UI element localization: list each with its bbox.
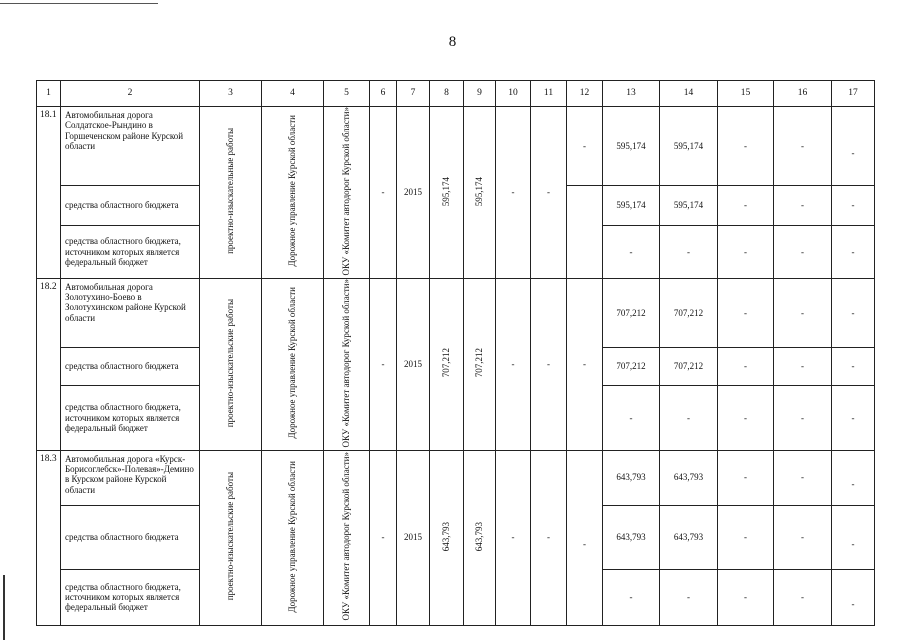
col9-cell [464,278,496,450]
item-number: 18.3 [37,450,61,625]
dash-mark: - [851,147,855,158]
col13-value: 595,174 [603,107,660,186]
customer-cell [262,278,324,450]
dash-mark: - [851,598,855,609]
col8-value: 643,793 [441,521,452,552]
col16-value: - [774,386,832,450]
table-row [37,278,875,347]
executor: ОКУ «Комитет автодорог Курской области» [341,452,352,621]
col16-value: - [774,278,832,347]
table-row [37,450,875,505]
col8-value: 595,174 [441,176,452,206]
funding-label: средства областного бюджета [61,505,200,569]
dash-mark: - [851,479,855,490]
customer-cell [262,450,324,625]
funding-label: средства областного бюджета [61,186,200,226]
item-number: 18.1 [37,107,61,279]
col16-value: - [774,186,832,226]
col12-value: - [567,107,603,186]
col14-value: 707,212 [660,278,718,347]
col-header: 17 [832,81,875,107]
col17-value: - [832,347,875,386]
col-header: 9 [464,81,496,107]
col11-value: - [531,107,567,279]
col14-value: 595,174 [660,186,718,226]
col17-value [832,107,875,186]
col9-value: 643,793 [474,521,485,552]
table-row [37,107,875,186]
funding-label: средства областного бюджета, источником которых является федеральный бюджет [61,225,200,278]
year-value: 2015 [397,107,430,279]
col14-value: - [660,225,718,278]
col17-value [832,569,875,625]
col13-value: - [603,386,660,450]
col13-value: 595,174 [603,186,660,226]
col9-cell [464,107,496,279]
col15-value: - [718,107,774,186]
col9-cell [464,450,496,625]
road-title: Автомобильная дорога Солдатское-Рындино в Горшеченском районе Курской области [61,107,200,186]
work-type-cell [200,278,262,450]
col15-value: - [718,186,774,226]
dash-mark: - [851,538,855,549]
dash-mark: - [583,539,586,550]
col14-value: 643,793 [660,505,718,569]
executor-cell [324,450,370,625]
col15-value: - [718,569,774,625]
executor-cell [324,107,370,279]
col-header: 14 [660,81,718,107]
col-header: 4 [262,81,324,107]
col8-cell [430,278,464,450]
col10-value: - [496,107,531,279]
work-type: проектно-изыскательные работы [225,128,236,255]
col15-value: - [718,386,774,450]
funding-label: средства областного бюджета, источником которых является федеральный бюджет [61,569,200,625]
col-header: 10 [496,81,531,107]
col-header: 3 [200,81,262,107]
project-table [36,80,875,626]
col16-value: - [774,107,832,186]
col9-value: 595,174 [474,176,485,206]
col6-value: - [370,450,397,625]
col11-value: - [531,450,567,625]
col16-value: - [774,505,832,569]
col-header: 11 [531,81,567,107]
col10-value: - [496,278,531,450]
funding-label: средства областного бюджета [61,347,200,386]
col-header: 16 [774,81,832,107]
col16-value: - [774,450,832,505]
col-header: 1 [37,81,61,107]
col14-value: 707,212 [660,347,718,386]
customer: Дорожное управление Курской области [287,287,298,439]
work-type-cell [200,107,262,279]
col14-value: - [660,386,718,450]
col9-value: 707,212 [474,348,485,378]
executor-cell [324,278,370,450]
col-header: 8 [430,81,464,107]
work-type-cell [200,450,262,625]
work-type: проектно-изыскательские работы [225,472,236,601]
col8-cell [430,107,464,279]
col-header: 12 [567,81,603,107]
col17-value: - [832,386,875,450]
col17-value: - [832,278,875,347]
col12-value: - [567,278,603,450]
col12-empty [567,186,603,279]
col13-value: 643,793 [603,505,660,569]
left-margin-mark [3,575,5,640]
col-header: 5 [324,81,370,107]
col8-cell [430,450,464,625]
year-value: 2015 [397,450,430,625]
header-row [37,81,875,107]
col13-value: - [603,225,660,278]
col12-value [567,450,603,625]
col-header: 13 [603,81,660,107]
col15-value: - [718,278,774,347]
col-header: 7 [397,81,430,107]
col14-value: 643,793 [660,450,718,505]
item-number: 18.2 [37,278,61,450]
col-header: 6 [370,81,397,107]
work-type: проектно-изыскательские работы [225,298,236,428]
funding-label: средства областного бюджета, источником которых является федеральный бюджет [61,386,200,450]
col17-value [832,450,875,505]
col16-value: - [774,569,832,625]
col17-value: - [832,225,875,278]
col11-value: - [531,278,567,450]
col15-value: - [718,347,774,386]
col13-value: 707,212 [603,347,660,386]
top-rule [0,3,158,4]
col6-value: - [370,107,397,279]
executor: ОКУ «Комитет автодорог Курской области» [341,107,352,276]
col13-value: 643,793 [603,450,660,505]
col17-value [832,505,875,569]
col15-value: - [718,225,774,278]
col13-value: 707,212 [603,278,660,347]
col15-value: - [718,505,774,569]
col-header: 15 [718,81,774,107]
page-number: 8 [448,34,457,50]
col-header: 2 [61,81,200,107]
road-title: Автомобильная дорога Золотухино-Боево в Золотухинском районе Курской области [61,278,200,347]
customer: Дорожное управление Курской области [287,460,298,613]
col6-value: - [370,278,397,450]
col15-value: - [718,450,774,505]
col17-value: - [832,186,875,226]
col13-value: - [603,569,660,625]
customer-cell [262,107,324,279]
col16-value: - [774,347,832,386]
col10-value: - [496,450,531,625]
customer: Дорожное управление Курской области [287,115,298,267]
executor: ОКУ «Комитет автодорог Курской области» [341,278,352,448]
col14-value: - [660,569,718,625]
col16-value: - [774,225,832,278]
col14-value: 595,174 [660,107,718,186]
road-title: Автомобильная дорога «Курск-Борисоглебск»-Полевая»-Демино в Курском районе Курской области [61,450,200,505]
year-value: 2015 [397,278,430,450]
col8-value: 707,212 [441,348,452,378]
